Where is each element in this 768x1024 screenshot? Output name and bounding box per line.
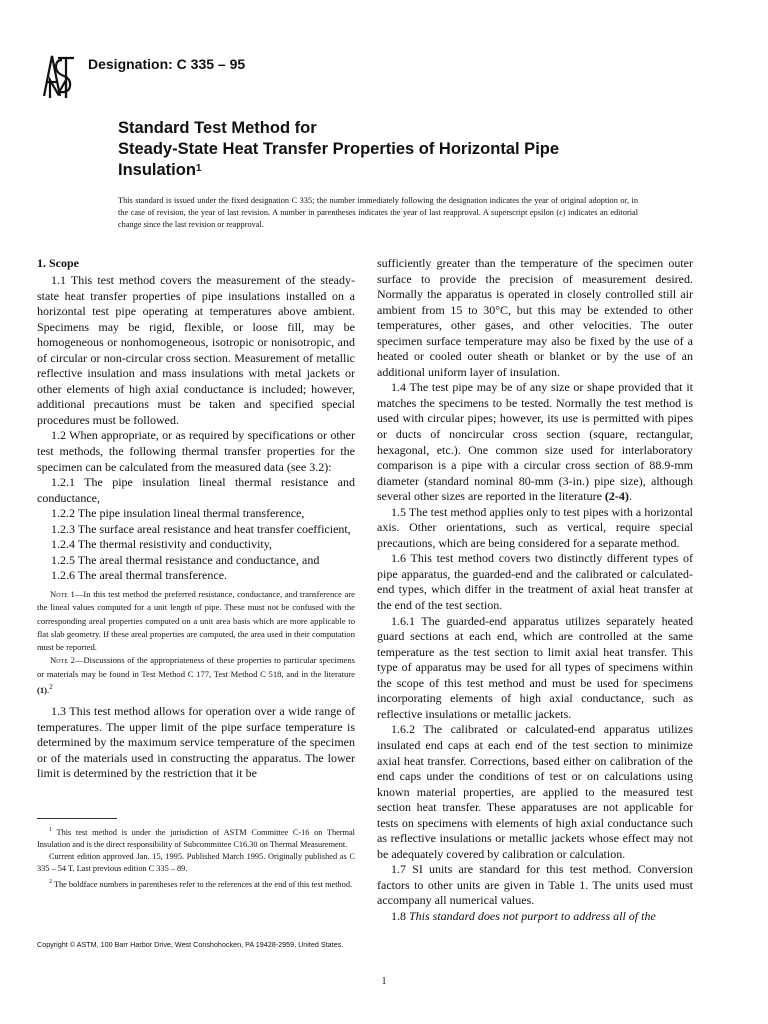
paragraph-1-2-4: 1.2.4 The thermal resistivity and conductivity,	[51, 537, 272, 552]
right-column	[377, 256, 693, 925]
document-title	[118, 118, 678, 181]
paragraph-1-2-2: 1.2.2 The pipe insulation lineal thermal transference,	[51, 506, 305, 521]
paragraph-1-8: 1.8 This standard does not purport to address all of the	[391, 908, 656, 923]
copyright-footer: Copyright © ASTM, 100 Barr Harbor Drive, West Conshohocken, PA 19428-2959, United States.	[37, 940, 344, 949]
paragraph-1-5: 1.5 The test method applies only to test pipes with a horizontal axis. Other orientations, such as vertical, require special precautions, which are being considered for a separate method.	[377, 504, 693, 550]
paragraph-1-7: 1.7 SI units are standard for this test method. Conversion factors to other units are given in Table 1. The units used must accompany all numerical values.	[377, 862, 693, 908]
note-2: Note 2—Discussions of the appropriateness of these properties to particular specimens or materials may be found in Test Method C 177, Test Method C 518, and in the literature (1).$^2$	[37, 655, 355, 695]
astm-logo	[38, 50, 78, 102]
left-column	[37, 256, 355, 782]
paragraph-1-2: 1.2 When appropriate, or as required by specifications or other test methods, the following thermal transfer properties for the specimen can be calculated from the measured data (see 3.2):	[37, 428, 355, 474]
footnote-2: $^2$ The boldface numbers in parentheses refer to the references at the end of this test method.	[49, 878, 353, 889]
footnote-1-edition: Current edition approved Jan. 15, 1995. Published March 1995. Originally published as C 335 – 54 T. Last previous edition C 335 – 89.	[37, 852, 355, 874]
title-line-2: Steady-State Heat Transfer Properties of Horizontal Pipe	[118, 140, 560, 158]
section-heading-scope: 1. Scope	[37, 256, 79, 270]
title-line-1: Standard Test Method for	[118, 119, 317, 137]
title-footnote-mark: 1	[195, 163, 202, 174]
paragraph-1-2-5: 1.2.5 The areal thermal resistance and conductance, and	[51, 552, 320, 567]
footnotes	[37, 824, 355, 891]
footnote-rule	[37, 818, 117, 819]
page-number: 1	[381, 976, 387, 987]
paragraph-1-6-1: 1.6.1 The guarded-end apparatus utilizes separately heated guard sections at each end, which are controlled at the same temperature as the test section to limit axial heat transfer. This type of apparatus may be used for all types of specimens within the scope of this test method and must be used for specimens incorporating elements of high axial conductance, such as reflective insulations or metallic jackets.	[377, 613, 693, 721]
paragraph-1-3: 1.3 This test method allows for operation over a wide range of temperatures. The upper limit of the pipe surface temperature is determined by the maximum service temperature of the specimen or of the materials used in constructing the apparatus. The lower limit is determined by the restriction that it be	[37, 704, 355, 781]
svg-text:ASTM: ASTM	[38, 50, 41, 51]
issue-statement: This standard is issued under the fixed designation C 335; the number immediately following the designation indicates the year of original adoption or, in the case of revision, the year of last revision. A number in parentheses indicates the year of last reapproval. A superscript epsilon (ε) indicates an editorial change since the last revision or reapproval.	[118, 196, 638, 229]
note-1: Note 1—In this test method the preferred resistance, conductance, and transference are the lineal values computed for a unit length of pipe. These must not be confused with the corresponding areal properties computed on a unit area basis which are more applicable to flat slab geometry. If these areal properties are computed, the area used in their computation must be reported.	[37, 588, 355, 653]
paragraph-1-2-3: 1.2.3 The surface areal resistance and heat transfer coefficient,	[51, 521, 351, 536]
paragraph-1-2-1: 1.2.1 The pipe insulation lineal thermal resistance and conductance,	[37, 475, 355, 505]
footnote-1: $^1$ This test method is under the jurisdiction of ASTM Committee C-16 on Thermal Insulation and is the direct responsibility of Subcommittee C16.30 on Thermal Measurement.	[37, 827, 355, 849]
paragraph-1-1: 1.1 This test method covers the measurement of the steady-state heat transfer properties of pipe insulations installed on a horizontal test pipe operating at temperatures above ambient. Specimens may be rigid, flexible, or loose fill, may be homogeneous or nonhomogeneous, isotropic or nonisotropic, and of circular or non-circular cross section. Measurement of metallic reflective insulation and mass insulations with metal jackets or other elements of high axial conductance is included; however, additional precautions must be taken and specified special procedures must be followed.	[37, 273, 355, 427]
paragraph-1-6: 1.6 This test method covers two distinctly different types of pipe apparatus, the guarded-end and the calibrated or calculated-end types, which differ in the treatment of axial heat transfer at the end of the test section.	[377, 551, 693, 613]
title-line-3: Insulation$^1$	[118, 161, 202, 179]
designation: Designation: C 335 – 95	[88, 56, 246, 72]
document-header	[38, 50, 438, 110]
paragraph-1-2-6: 1.2.6 The areal thermal transference.	[51, 568, 228, 583]
paragraph-1-6-2: 1.6.2 The calibrated or calculated-end apparatus utilizes insulated end caps at each end of the test section to minimize axial heat transfer. Corrections, based either on calibration of the end caps under the conditions of test or on calculations using known material properties, are applied to the measured test section heat transfer. These apparatuses are not applicable for tests on specimens with elements of high axial conductance such as reflective insulations or metallic jackets whose effect may not be adequately covered by calibration or calculation.	[377, 722, 693, 861]
paragraph-1-4: 1.4 The test pipe may be of any size or shape provided that it matches the specimens to be tested. Normally the test method is used with circular pipes; however, its use is permitted with pipes or ducts of noncircular cross section (square, rectangular, hexagonal, etc.). One common size used for interlaboratory comparison is a pipe with a circular cross section of 88.9-mm diameter (standard nominal 80-mm (3-in.) pipe size), although several other sizes are reported in the literature (2-4).	[377, 380, 693, 504]
paragraph-1-3-continued: sufficiently greater than the temperature of the specimen outer surface to provide the precision of measurement desired. Normally the apparatus is operated in closely controlled still air ambient from 15 to 30°C, but this may be extended to other temperatures, other gases, and other velocities. The outer specimen surface temperature may also be fixed by the use of a heated or cooled outer sheath or blanket or by the use of an additional uniform layer of insulation.	[377, 256, 693, 379]
